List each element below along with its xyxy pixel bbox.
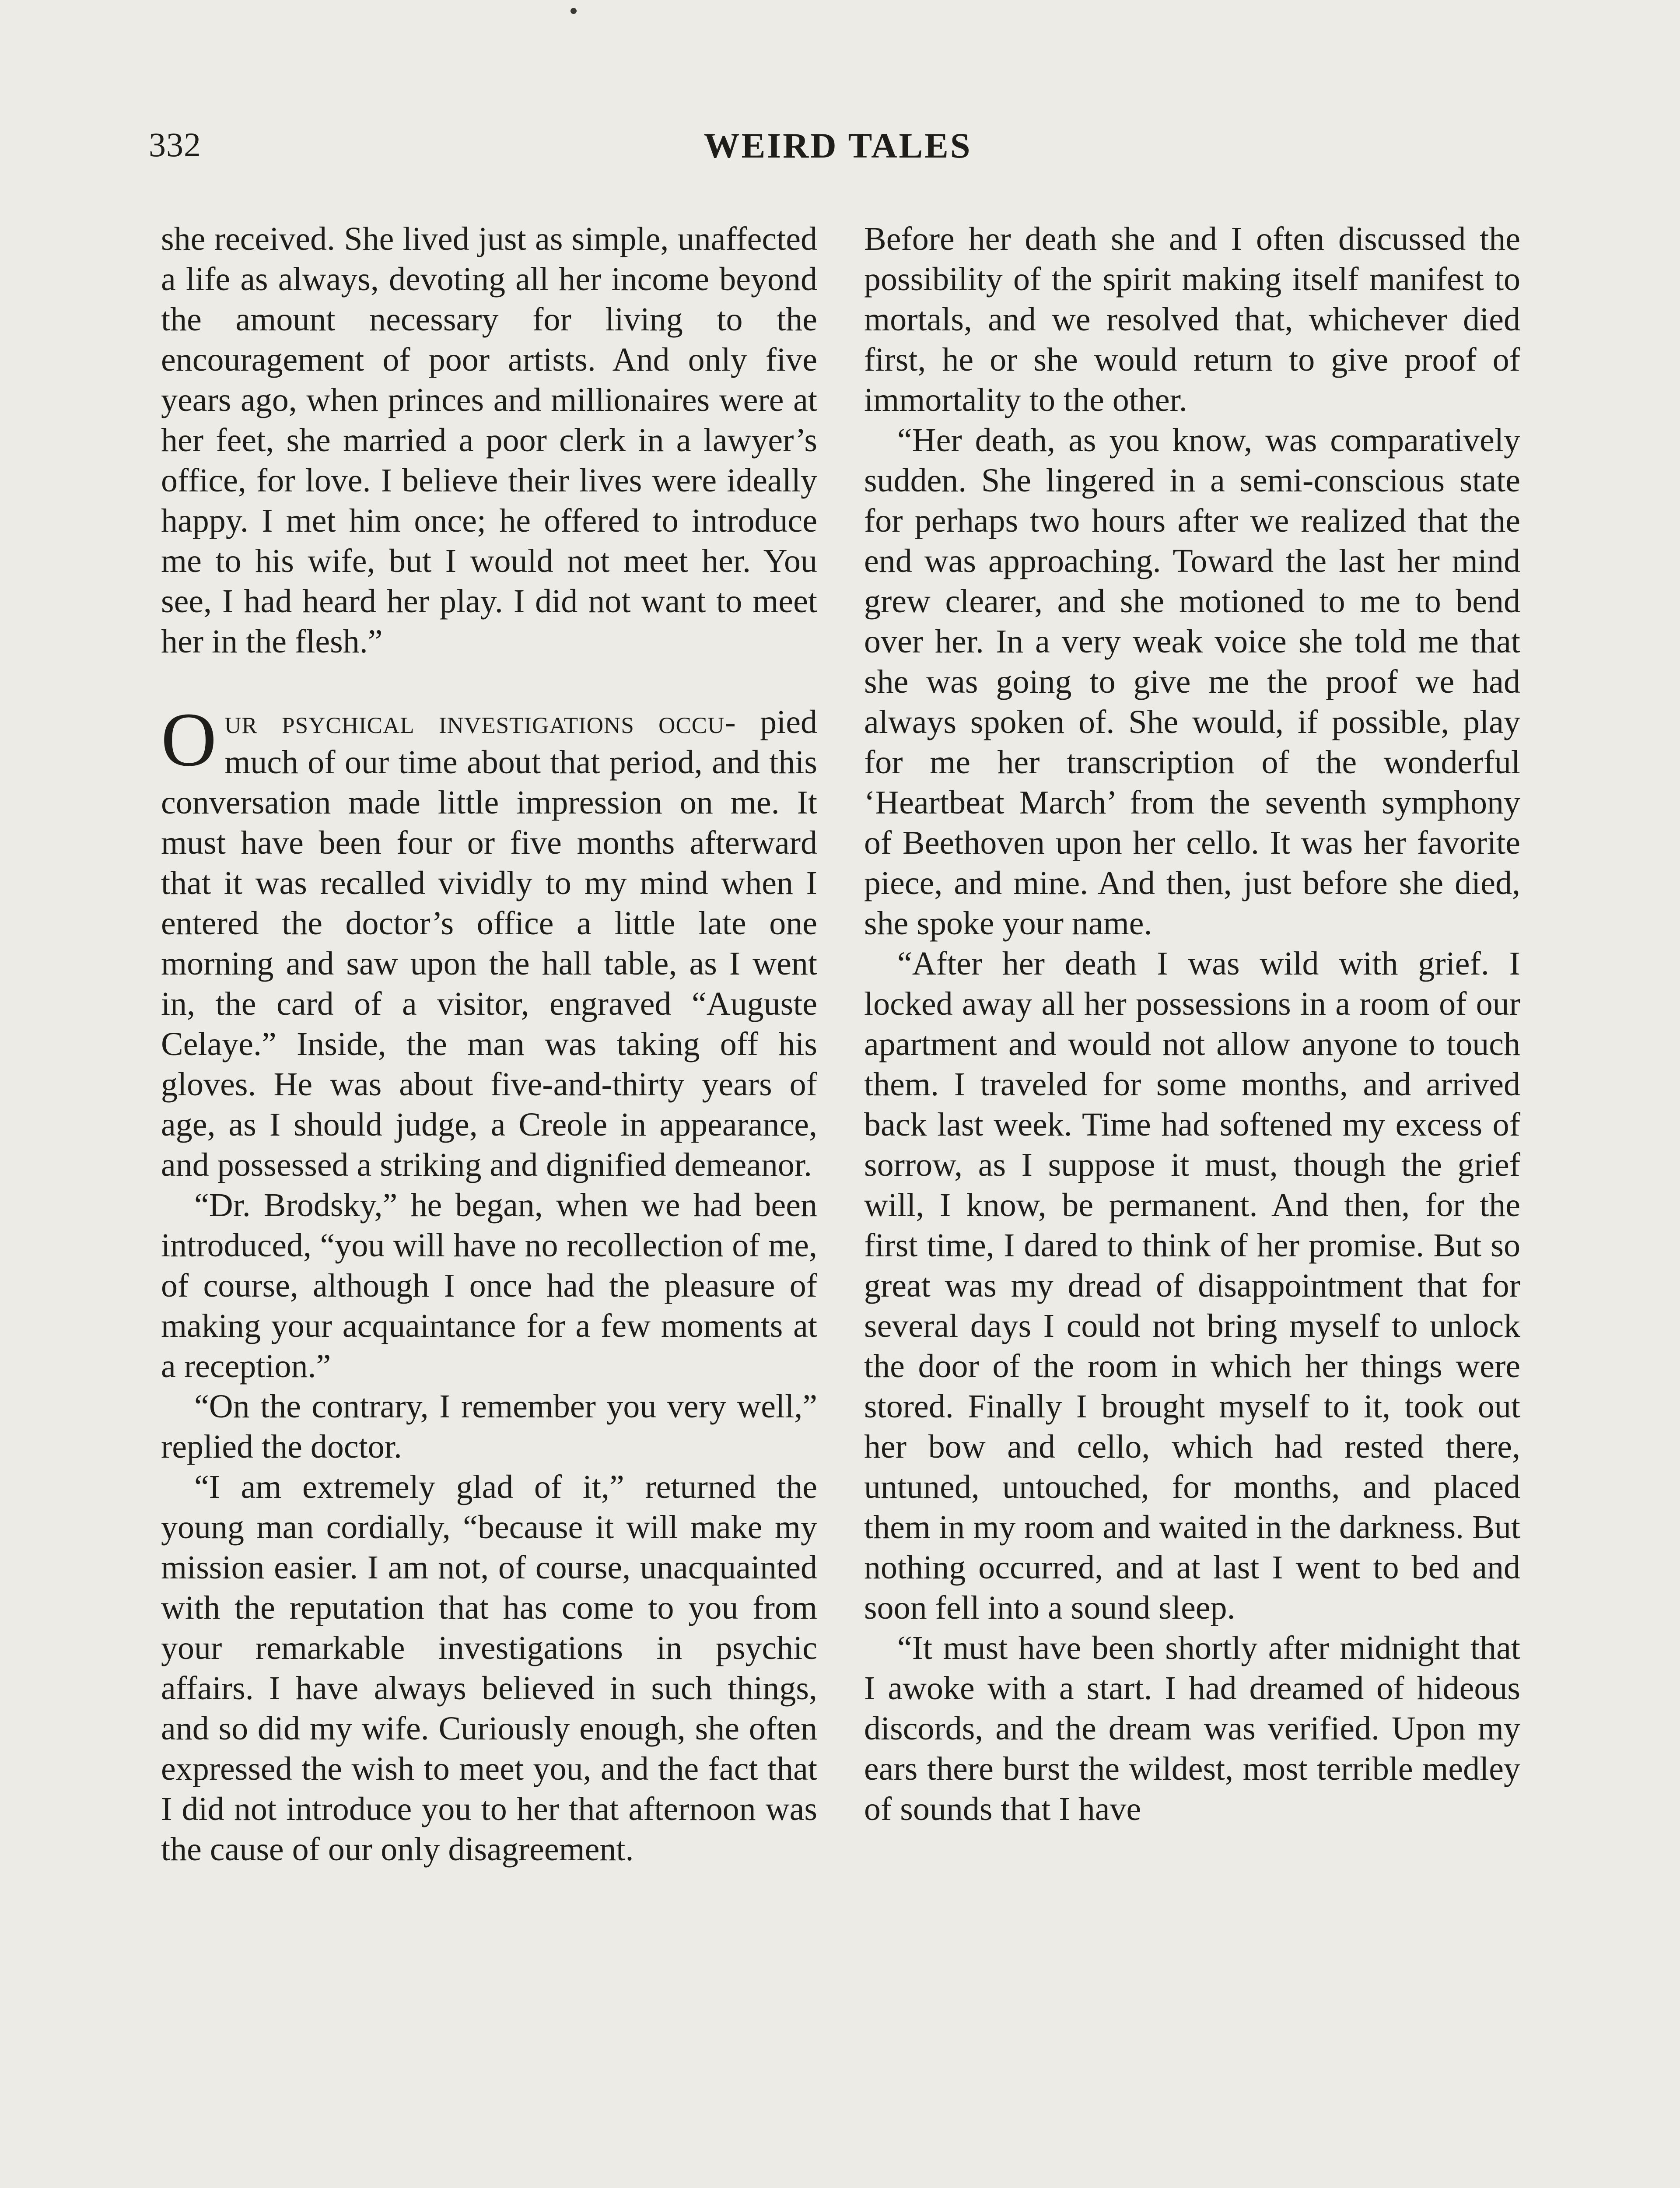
page-header — [149, 121, 1527, 178]
print-mark — [570, 8, 577, 14]
drop-cap: O — [161, 697, 217, 782]
opening-paragraph-text: pied much of our time about that period, and this conversation made little impression on me. It must have been four or five months afterward that it was recalled vividly to my mind when I entered the doctor’s office a little late one morning and saw upon the hall table, as I went in, the card of a visitor, engraved “Auguste Celaye.” Inside, the man was taking off his gloves. He was about five-and-thirty years of age, as I should judge, a Creole in appearance, and possessed a striking and dignified demeanor. — [161, 704, 817, 1183]
left-paragraph-1: she received. She lived just as simple, unaffected a life as always, devoting all her income beyond the amount necessary for living to the encouragement of poor artists. And only five years ago, when princes and millionaires were at her feet, she married a poor clerk in a lawyer’s office, for love. I believe their lives were ideally happy. I met him once; he offered to introduce me to his wife, but I would not meet her. You see, I had heard her play. I did not want to meet her in the flesh.” — [161, 221, 817, 660]
opening-lead-in: ur psychical investigations occu- — [224, 704, 736, 740]
section-opening-paragraph — [161, 697, 817, 1185]
page-number: 332 — [149, 126, 201, 164]
right-column — [864, 219, 1520, 2188]
left-column — [161, 219, 817, 2188]
right-paragraph-1: Before her death she and I often discussed the possibility of the spirit making itself manifest to mortals, and we resolved that, whichever died first, he or she would return to give proof of immortality to the other. — [864, 221, 1520, 418]
right-paragraph-4: “It must have been shortly after midnight that I awoke with a start. I had dreamed of hideous discords, and the dream was verified. Upon my ears there burst the wildest, most terrible medley of sounds that I have — [864, 1630, 1520, 1827]
right-paragraph-3: “After her death I was wild with grief. I locked away all her possessions in a room of our apartment and would not allow anyone to touch them. I traveled for some months, and arrived back last week. Time had softened my excess of sorrow, as I suppose it must, though the grief will, I know, be permanent. And then, for the first time, I dared to think of her promise. But so great was my dread of disappointment that for several days I could not bring myself to unlock the door of the room in which her things were stored. Finally I brought myself to it, took out her bow and cello, which had rested there, untuned, untouched, for months, and placed them in my room and waited in the darkness. But nothing occurred, and at last I went to bed and soon fell into a sound sleep. — [864, 945, 1520, 1626]
left-paragraph-3: “Dr. Brodsky,” he began, when we had been introduced, “you will have no recollection of me, of course, although I once had the pleasure of making your acquaintance for a few moments at a reception.” — [161, 1187, 817, 1385]
left-paragraph-4: “On the contrary, I remember you very well,” replied the doctor. — [161, 1388, 817, 1465]
left-paragraph-5: “I am extremely glad of it,” returned the young man cordially, “because it will make my mission easier. I am not, of course, unacquainted with the reputation that has come to you from your remarkable investigations in psychic affairs. I have always believed in such things, and so did my wife. Curiously enough, she often expressed the wish to meet you, and the fact that I did not introduce you to her that afternoon was the cause of our only disagreement. — [161, 1469, 817, 1868]
running-title: WEIRD TALES — [704, 126, 972, 165]
right-paragraph-2: “Her death, as you know, was comparatively sudden. She lingered in a semi-conscious state for perhaps two hours after we realized that the end was approaching. Toward the last her mind grew clearer, and she motioned to me to bend over her. In a very weak voice she told me that she was going to give me the proof we had always spoken of. She would, if possible, play for me her transcription of the wonderful ‘Heartbeat March’ from the seventh symphony of Beethoven upon her cello. It was her favorite piece, and mine. And then, just before she died, she spoke your name. — [864, 422, 1520, 942]
